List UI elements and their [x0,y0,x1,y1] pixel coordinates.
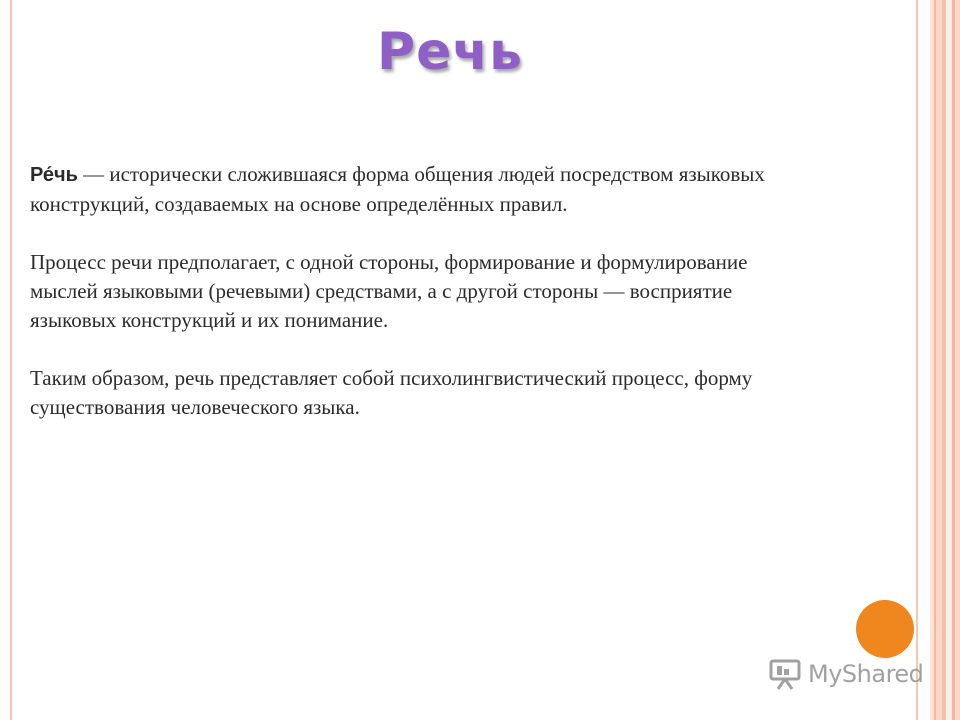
slide-title: Речь [377,22,523,82]
decorative-stripes [930,0,960,720]
decorative-orange-circle [856,600,914,658]
watermark-logo [768,656,923,692]
process-paragraph: Процесс речи предполагает, с одной стороны, формирование и формулирование мыслей языковыми (речевыми) средствами, а с другой стороны — восприятие языковых конструкций и их понимание. [30,250,748,332]
definition-term: Ре́чь [30,164,78,186]
watermark-text: MyShared [808,660,924,688]
presentation-board-icon [768,657,802,691]
definition-paragraph [30,160,820,219]
definition-text: — исторически сложившаяся форма общения людей посредством языковых конструкций, создаваемых на основе определённых правил. [30,162,765,216]
slide-body [30,160,820,451]
conclusion-paragraph: Таким образом, речь представляет собой психолингвистический процесс, форму существования человеческого языка. [30,366,753,419]
